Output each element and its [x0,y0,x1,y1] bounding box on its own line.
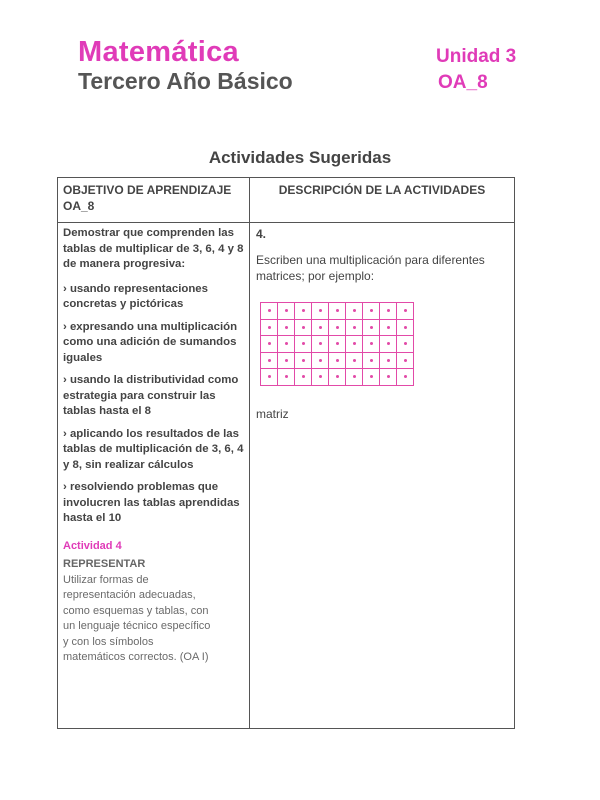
section-title: Actividades Sugeridas [208,148,392,167]
header-divider [58,222,514,223]
dot-matrix [260,302,414,386]
objective-cell [63,226,245,666]
matrix-dot [336,309,339,312]
matrix-cell [397,320,414,337]
matrix-cell [380,336,397,353]
activities-table [57,177,515,729]
matrix-dot [353,342,356,345]
matrix-dot [268,309,271,312]
matrix-cell [278,320,295,337]
matrix-cell [397,303,414,320]
matrix-cell [346,320,363,337]
matrix-cell [363,320,380,337]
objective-intro: Demostrar que comprenden las tablas de multiplicar de 3, 6, 4 y 8 de manera progresiva: [63,227,244,270]
objective-bullet: › aplicando los resultados de las tablas de multiplicación de 3, 6, 4 y 8, sin realizar cálculos [63,427,244,471]
objective-bullet: › usando la distributividad como estrategia para construir las tablas hasta el 8 [63,374,239,417]
objective-bullet: › resolviendo problemas que involucren las tablas aprendidas hasta el 10 [63,481,240,524]
objective-bullet: › usando representaciones concretas y pictóricas [63,282,208,310]
matrix-dot [302,359,305,362]
matrix-cell [329,303,346,320]
matrix-dot [370,359,373,362]
matrix-dot [370,375,373,378]
matrix-dot [268,359,271,362]
activity-number: 4. [256,227,267,241]
matrix-cell [295,353,312,370]
matrix-cell [346,353,363,370]
matrix-dot [370,326,373,329]
matrix-cell [363,303,380,320]
matrix-dot [319,375,322,378]
activity-skill-description: Utilizar formas de representación adecuadas, como esquemas y tablas, con un lenguaje técnico específico y con los símbolos matemáticos correctos. (OA I) [63,573,211,663]
matrix-cell [329,336,346,353]
matrix-cell [363,353,380,370]
matrix-cell [397,336,414,353]
matrix-cell [295,320,312,337]
matrix-cell [329,353,346,370]
matrix-dot [336,359,339,362]
activity-text: Escriben una multiplicación para diferentes matrices; por ejemplo: [256,253,485,283]
matrix-cell [312,353,329,370]
matrix-cell [261,336,278,353]
matrix-cell [346,369,363,386]
matrix-dot [285,309,288,312]
matrix-dot [353,359,356,362]
matrix-cell [346,336,363,353]
matrix-dot [285,326,288,329]
matrix-dot [336,342,339,345]
matrix-dot [387,326,390,329]
matrix-cell [380,353,397,370]
unit-label: Unidad 3 [436,46,517,67]
description-cell [256,226,506,422]
matrix-cell [312,369,329,386]
matrix-dot [336,326,339,329]
objective-column-header: OBJETIVO DE APRENDIZAJE OA_8 [63,183,232,213]
matrix-dot [302,309,305,312]
matrix-cell [261,320,278,337]
matrix-dot [302,326,305,329]
matrix-dot [370,309,373,312]
subject-title: Matemática [78,36,239,68]
matrix-dot [404,359,407,362]
matrix-cell [261,353,278,370]
matrix-dot [285,375,288,378]
matrix-cell [397,353,414,370]
matrix-dot [404,342,407,345]
matrix-dot [404,326,407,329]
column-divider [249,178,250,728]
matrix-cell [346,303,363,320]
matrix-cell [278,336,295,353]
matrix-label: matriz [256,406,289,421]
matrix-cell [295,369,312,386]
matrix-dot [404,309,407,312]
matrix-dot [285,342,288,345]
matrix-cell [380,369,397,386]
matrix-dot [319,342,322,345]
matrix-dot [353,375,356,378]
matrix-dot [336,375,339,378]
matrix-dot [387,342,390,345]
matrix-dot [387,359,390,362]
matrix-cell [380,320,397,337]
matrix-dot [268,326,271,329]
matrix-cell [312,303,329,320]
matrix-dot [387,375,390,378]
matrix-dot [404,375,407,378]
objective-bullet: › expresando una multiplicación como una adición de sumandos iguales [63,320,238,364]
matrix-dot [302,342,305,345]
matrix-dot [268,375,271,378]
matrix-cell [278,353,295,370]
oa-label: OA_8 [438,72,488,93]
matrix-dot [319,359,322,362]
matrix-cell [278,303,295,320]
matrix-cell [380,303,397,320]
matrix-dot [302,375,305,378]
activity-title: Actividad 4 [63,539,122,552]
matrix-dot [353,309,356,312]
matrix-cell [295,336,312,353]
matrix-cell [261,369,278,386]
matrix-dot [353,326,356,329]
matrix-dot [319,326,322,329]
matrix-cell [312,336,329,353]
description-column-header: DESCRIPCIÓN DE LA ACTIVIDADES [278,183,486,197]
matrix-cell [278,369,295,386]
matrix-cell [329,320,346,337]
matrix-dot [319,309,322,312]
matrix-cell [295,303,312,320]
matrix-dot [387,309,390,312]
matrix-cell [363,369,380,386]
activity-skill: REPRESENTAR [63,558,146,570]
matrix-cell [312,320,329,337]
course-title: Tercero Año Básico [78,68,293,94]
matrix-cell [329,369,346,386]
matrix-dot [285,359,288,362]
matrix-cell [397,369,414,386]
matrix-cell [363,336,380,353]
matrix-dot [370,342,373,345]
matrix-dot [268,342,271,345]
matrix-cell [261,303,278,320]
